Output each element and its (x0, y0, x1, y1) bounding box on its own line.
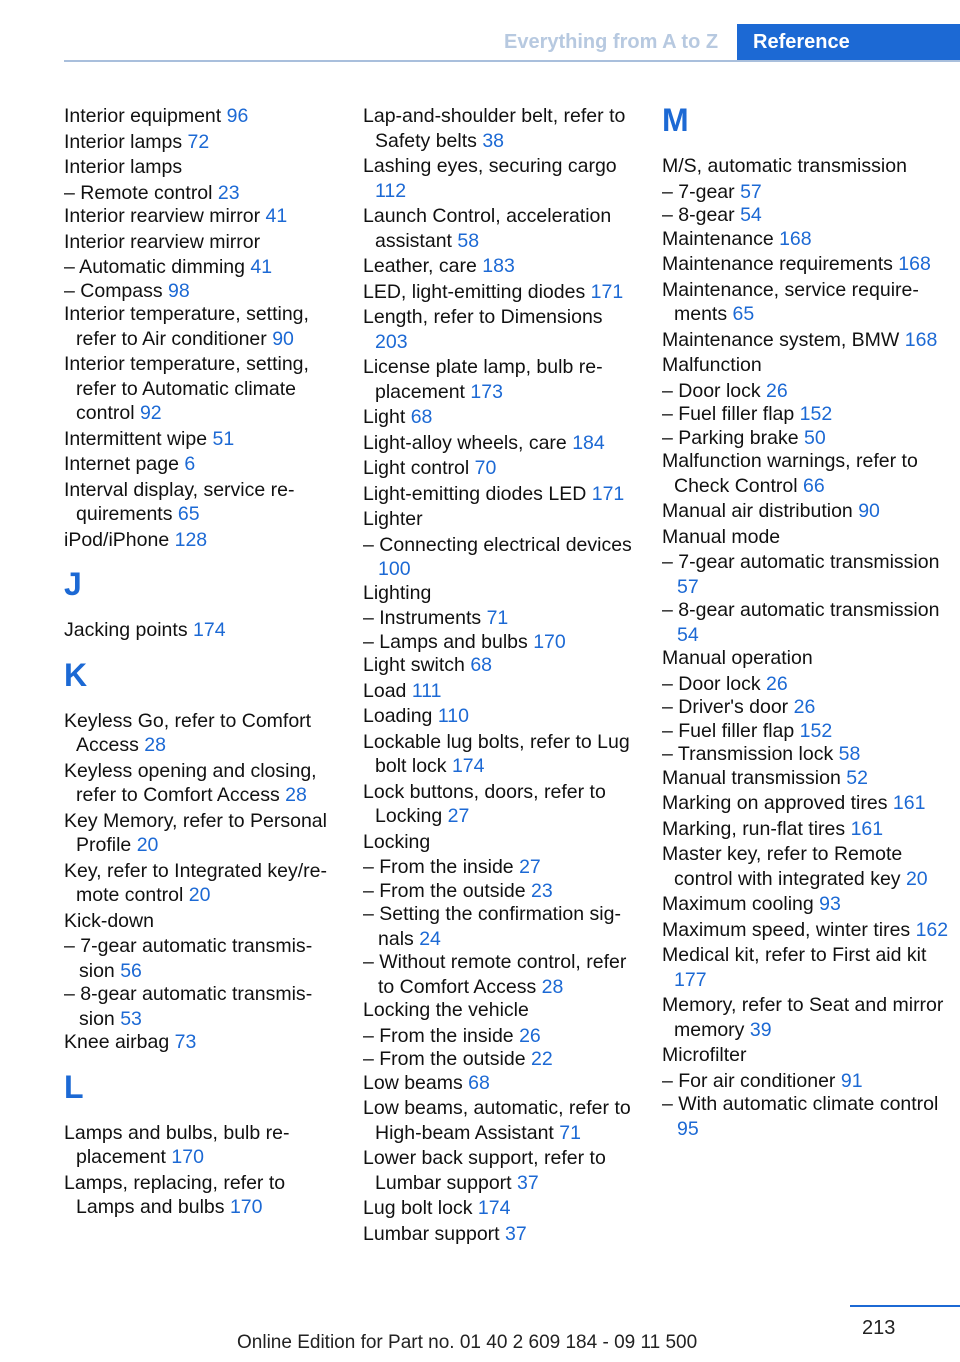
index-term: – Lamps and bulbs (363, 630, 534, 653)
index-entry (363, 104, 639, 153)
index-term: Marking, run-flat tires (662, 817, 851, 840)
page-reference-link[interactable]: 54 (677, 623, 699, 646)
index-entry (363, 1146, 639, 1195)
page-reference-link[interactable]: 37 (505, 1222, 527, 1245)
page-reference-link[interactable]: 177 (674, 968, 707, 991)
index-term: – Compass (64, 279, 169, 302)
index-term: – Remote control (64, 181, 218, 204)
index-term: – Fuel filler flap (662, 719, 800, 742)
index-term: Lap-and-shoulder belt, refer to Safety belts (363, 105, 626, 152)
page-reference-link[interactable]: 170 (229, 1196, 263, 1218)
index-term: Maintenance requirements (662, 253, 899, 275)
index-term: – Instruments (363, 607, 487, 629)
index-entry (64, 204, 339, 229)
page-reference-link[interactable]: 58 (838, 743, 861, 765)
index-entry (64, 1121, 339, 1170)
index-entry (363, 305, 639, 354)
index-column-1 (64, 104, 339, 1221)
page-reference-link[interactable]: 51 (212, 427, 235, 450)
index-entry (363, 355, 639, 404)
index-entry (363, 1196, 639, 1221)
page-reference-link[interactable]: 27 (519, 856, 541, 878)
page-reference-link[interactable]: 20 (136, 834, 159, 856)
index-entry (662, 817, 952, 842)
page-reference-link[interactable]: 28 (285, 784, 307, 806)
index-term: Keyless Go, refer to Comfort Access (64, 709, 312, 756)
index-subentry (64, 982, 339, 1031)
index-entry (363, 254, 639, 279)
section-title: Everything from A to Z (504, 31, 719, 53)
index-term: Interior rearview mirror (64, 230, 261, 253)
page-reference-link[interactable]: 28 (541, 975, 564, 998)
index-letter-heading: J (64, 566, 82, 602)
page-reference-link[interactable]: 92 (139, 402, 162, 424)
page-reference-link[interactable]: 52 (846, 766, 868, 789)
index-term: Key Memory, refer to Personal Profile (64, 809, 327, 856)
index-term: Maximum cooling (662, 893, 820, 915)
page-reference-link[interactable]: 68 (470, 654, 493, 676)
page-reference-link[interactable]: 65 (177, 503, 200, 525)
index-subentry (662, 203, 952, 228)
page-reference-link[interactable]: 57 (740, 180, 762, 203)
index-entry (363, 1222, 639, 1247)
page-reference-link[interactable]: 152 (799, 403, 833, 425)
page-reference-link[interactable]: 66 (802, 474, 825, 497)
index-entry (662, 278, 952, 327)
index-entry (64, 528, 339, 553)
page-reference-link[interactable]: 174 (451, 755, 485, 777)
page-reference-link[interactable]: 170 (533, 630, 566, 653)
page-reference-link[interactable]: 26 (766, 379, 788, 402)
index-term: Maintenance system, BMW (662, 328, 905, 351)
page-reference-link[interactable]: 20 (188, 884, 211, 906)
index-term: Lighting (363, 581, 432, 604)
index-entry (662, 154, 952, 179)
edition-footer: Online Edition for Part no. 01 40 2 609 184 - 09 11 500 (237, 1332, 698, 1353)
page-reference-link[interactable]: 111 (411, 679, 442, 702)
page-reference-link[interactable]: 65 (732, 303, 755, 325)
index-subentry (662, 742, 952, 767)
page-reference-link[interactable]: 168 (779, 227, 812, 250)
index-column-3 (662, 104, 952, 1140)
index-subentry (363, 879, 639, 904)
index-entry (363, 653, 639, 678)
index-subentry (363, 950, 639, 999)
index-entry (363, 431, 639, 456)
index-term: Key, refer to Integrated key/remote control (64, 859, 328, 906)
index-entry (662, 646, 952, 671)
index-term: Interior lamps (64, 156, 183, 178)
index-term: Master key, refer to Remote control with integrated key (662, 843, 906, 890)
page-reference-link[interactable]: 68 (468, 1071, 490, 1094)
index-term: Knee airbag (64, 1031, 175, 1053)
index-term: Light control (363, 457, 475, 479)
page-reference-link[interactable]: 56 (120, 959, 142, 982)
index-entry (363, 730, 639, 779)
page-reference-link[interactable]: 50 (804, 426, 826, 449)
index-entry (363, 998, 639, 1023)
index-entry (363, 507, 639, 532)
index-subentry (363, 606, 639, 631)
index-term: Lower back support, refer to Lumbar support (363, 1147, 606, 1194)
index-term: Keyless opening and closing, refer to Comfort Access (64, 759, 317, 806)
index-term: Locking (363, 830, 431, 853)
page-reference-link[interactable]: 95 (677, 1117, 699, 1140)
index-term: Interior rearview mirror (64, 205, 266, 227)
page-reference-link[interactable]: 6 (184, 453, 196, 475)
index-subentry (662, 402, 952, 427)
index-term: Maintenance, service requirements (662, 278, 919, 325)
index-term: Leather, care (363, 255, 483, 277)
index-entry (64, 130, 339, 155)
index-term: – Driver's door (662, 696, 794, 718)
page-reference-link[interactable]: 93 (819, 893, 841, 915)
page-reference-link[interactable]: 110 (437, 705, 469, 727)
index-entry (64, 427, 339, 452)
index-term: Medical kit, refer to First aid kit (662, 944, 927, 966)
index-entry (64, 1171, 339, 1220)
page-reference-link[interactable]: 26 (793, 696, 816, 718)
footer-divider (850, 1305, 960, 1307)
page-reference-link[interactable]: 91 (840, 1069, 863, 1092)
index-entry (363, 405, 639, 430)
index-term: License plate lamp, bulb replacement (363, 356, 603, 403)
index-term: Interior equipment (64, 105, 227, 127)
page-reference-link[interactable]: 100 (378, 558, 411, 580)
page-reference-link[interactable]: 174 (477, 1197, 511, 1219)
page-reference-link[interactable]: 39 (749, 1018, 772, 1041)
index-entry (662, 993, 952, 1042)
page-reference-link[interactable]: 72 (187, 130, 210, 153)
index-entry (662, 353, 952, 378)
page-reference-link[interactable]: 23 (531, 879, 553, 902)
index-subentry (662, 550, 952, 599)
index-term: – With automatic climate control (662, 1093, 939, 1115)
page-reference-link[interactable]: 53 (120, 1007, 142, 1030)
index-term: Maximum speed, winter tires (662, 918, 916, 941)
index-term: Lock buttons, doors, refer to Locking (363, 780, 606, 827)
index-subentry (662, 719, 952, 744)
index-term: Internet page (64, 453, 185, 475)
index-subentry (64, 181, 339, 206)
page-reference-link[interactable]: 171 (591, 482, 625, 505)
index-subentry (662, 379, 952, 404)
index-subentry (662, 598, 952, 647)
index-entry (662, 892, 952, 917)
index-subentry (662, 1069, 952, 1094)
index-term: – From the outside (363, 879, 531, 902)
index-term: Jacking points (64, 619, 193, 641)
index-term: Length, refer to Dimensions (363, 306, 603, 328)
index-entry (64, 809, 339, 858)
index-term: Low beams, automatic, refer to High-beam Assistant (363, 1097, 631, 1144)
index-term: Light (363, 406, 411, 428)
page-reference-link[interactable]: 96 (226, 105, 249, 127)
index-term: iPod/iPhone (64, 528, 175, 551)
index-entry (64, 909, 339, 934)
index-entry (363, 154, 639, 203)
index-entry (662, 943, 952, 992)
index-entry (662, 227, 952, 252)
index-term: Lamps and bulbs, bulb replacement (64, 1121, 290, 1168)
index-subentry (662, 672, 952, 697)
index-subentry (662, 1092, 952, 1141)
page-reference-link[interactable]: 28 (144, 734, 166, 756)
index-entry (363, 704, 639, 729)
index-subentry (662, 695, 952, 720)
index-term: Manual air distribution (662, 500, 859, 522)
index-entry (363, 1071, 639, 1096)
index-subentry (363, 855, 639, 880)
index-term: Interval display, service requirements (64, 478, 295, 525)
index-term: – Transmission lock (662, 743, 839, 765)
index-term: Load (363, 679, 412, 702)
index-term: – From the inside (363, 856, 520, 878)
index-term: – Parking brake (662, 426, 804, 449)
index-term: – Door lock (662, 379, 767, 402)
index-entry (662, 499, 952, 524)
index-term: Malfunction warnings, refer to Check Control (662, 450, 918, 497)
page-reference-link[interactable]: 203 (375, 330, 408, 353)
index-entry (64, 1030, 339, 1055)
page-header (0, 0, 960, 62)
index-term: Microfilter (662, 1044, 747, 1066)
index-entry (363, 456, 639, 481)
page-reference-link[interactable]: 161 (850, 817, 884, 840)
index-subentry (363, 630, 639, 655)
index-term: Intermittent wipe (64, 427, 213, 450)
index-entry (363, 1096, 639, 1145)
page-reference-link[interactable]: 128 (174, 528, 208, 551)
index-term: Interior temperature, setting, refer to Air conditioner (64, 303, 309, 350)
index-term: – For air conditioner (662, 1069, 841, 1092)
page-reference-link[interactable]: 174 (193, 619, 226, 641)
page-reference-link[interactable]: 41 (250, 256, 273, 278)
index-entry (64, 709, 339, 758)
index-subentry (363, 533, 639, 582)
index-subentry (64, 934, 339, 983)
index-entry (363, 581, 639, 606)
index-term: – 7-gear (662, 180, 741, 203)
index-term: – Door lock (662, 672, 767, 695)
index-letter-heading: K (64, 656, 88, 693)
header-divider (64, 60, 960, 62)
index-entry (363, 830, 639, 855)
page-reference-link[interactable]: 71 (486, 607, 509, 629)
index-entry (64, 859, 339, 908)
index-term: Manual operation (662, 647, 813, 669)
index-entry (662, 525, 952, 550)
index-entry (662, 449, 952, 498)
index-entry (64, 452, 339, 477)
page-reference-link[interactable]: 162 (915, 918, 949, 941)
page-reference-link[interactable]: 24 (419, 927, 441, 950)
index-term: – 8-gear (662, 204, 741, 226)
index-entry (363, 204, 639, 253)
page-reference-link[interactable]: 37 (517, 1171, 539, 1194)
page-reference-link[interactable]: 73 (174, 1031, 197, 1053)
index-entry (662, 918, 952, 943)
index-term: Malfunction (662, 354, 762, 376)
index-term: Lockable lug bolts, refer to Lug bolt lock (363, 730, 630, 777)
page-reference-link[interactable]: 22 (531, 1048, 553, 1070)
index-term: – 8-gear automatic transmission (64, 983, 313, 1030)
index-letter-heading: M (662, 102, 689, 138)
page-reference-link[interactable]: 173 (470, 380, 503, 403)
index-term: Locking the vehicle (363, 999, 529, 1021)
page-reference-link[interactable]: 90 (858, 500, 880, 522)
page-reference-link[interactable]: 98 (168, 279, 190, 302)
index-subentry (662, 426, 952, 451)
page-reference-link[interactable]: 27 (447, 805, 470, 827)
page-reference-link[interactable]: 168 (898, 253, 931, 275)
index-term: Interior lamps (64, 130, 188, 153)
index-entry (662, 791, 952, 816)
index-term: Loading (363, 705, 438, 727)
index-entry (64, 230, 339, 255)
page-reference-link[interactable]: 183 (482, 255, 515, 277)
index-term: – Connecting electrical devices (363, 533, 632, 556)
page-reference-link[interactable]: 170 (171, 1146, 204, 1168)
index-term: – From the inside (363, 1024, 520, 1047)
page-reference-link[interactable]: 57 (677, 575, 699, 598)
index-term: Light switch (363, 654, 471, 676)
index-term: Lumbar support (363, 1222, 505, 1245)
page-number: 213 (862, 1317, 896, 1339)
page-reference-link[interactable]: 168 (904, 328, 938, 351)
index-term: Kick-down (64, 909, 154, 932)
index-term: Lighter (363, 508, 423, 530)
index-entry (363, 482, 639, 507)
index-entry (363, 280, 639, 305)
index-entry (64, 302, 339, 351)
index-term: – Without remote control, refer to Comfort Access (363, 951, 627, 998)
page-reference-link[interactable]: 184 (572, 431, 605, 454)
index-entry (662, 252, 952, 277)
index-term: Maintenance (662, 227, 780, 250)
index-term: Launch Control, acceleration assistant (363, 205, 612, 252)
index-term: – 8-gear automatic transmission (662, 599, 940, 621)
index-entry (64, 104, 339, 129)
page-reference-link[interactable]: 68 (410, 406, 433, 428)
index-term: – Fuel filler flap (662, 403, 800, 425)
index-term: Lug bolt lock (363, 1197, 478, 1219)
index-term: – 7-gear automatic transmission (662, 551, 940, 573)
page-reference-link[interactable]: 41 (265, 205, 288, 227)
page-reference-link[interactable]: 171 (590, 280, 624, 303)
page-reference-link[interactable]: 112 (375, 179, 407, 202)
index-term: Low beams (363, 1071, 469, 1094)
index-term: Lashing eyes, securing cargo (363, 155, 617, 177)
index-entry (64, 478, 339, 527)
index-term: Memory, refer to Seat and mirror memory (662, 994, 944, 1041)
index-entry (662, 328, 952, 353)
page-reference-link[interactable]: 58 (457, 229, 480, 252)
page-reference-link[interactable]: 70 (474, 457, 497, 479)
index-term: Manual mode (662, 525, 781, 548)
index-entry (64, 759, 339, 808)
page-reference-link[interactable]: 90 (272, 327, 294, 350)
index-subentry (363, 902, 639, 951)
index-term: Light-alloy wheels, care (363, 431, 573, 454)
page-reference-link[interactable]: 71 (559, 1121, 581, 1144)
index-subentry (64, 255, 339, 280)
index-entry (363, 780, 639, 829)
index-entry (662, 1043, 952, 1068)
index-term: Lamps, replacing, refer to Lamps and bulbs (64, 1171, 286, 1218)
index-term: – Automatic dimming (64, 256, 251, 278)
index-term: M/S, automatic transmission (662, 155, 907, 177)
index-letter-heading: L (64, 1068, 84, 1105)
page-reference-link[interactable]: 23 (217, 181, 240, 204)
chapter-tab: Reference (737, 24, 960, 62)
index-subentry (363, 1024, 639, 1049)
page-reference-link[interactable]: 20 (905, 867, 928, 890)
page-reference-link[interactable]: 152 (799, 719, 833, 742)
index-entry (64, 352, 339, 426)
index-subentry (662, 180, 952, 205)
index-entry (662, 766, 952, 791)
index-entry (64, 155, 339, 180)
page-reference-link[interactable]: 26 (519, 1024, 541, 1047)
page-reference-link[interactable]: 54 (740, 204, 762, 226)
index-subentry (64, 279, 339, 304)
index-entry (64, 618, 339, 643)
index-term: Interior temperature, setting, refer to Automatic climate control (64, 353, 309, 424)
page-reference-link[interactable]: 38 (482, 129, 505, 152)
index-entry (363, 679, 639, 704)
index-term: – 7-gear automatic transmission (64, 935, 313, 982)
index-term: – From the outside (363, 1048, 531, 1070)
index-term: – Setting the confirmation signals (363, 903, 621, 950)
page-reference-link[interactable]: 26 (766, 672, 788, 695)
index-column-2 (363, 104, 639, 1247)
index-subentry (363, 1047, 639, 1072)
index-term: LED, light-emitting diodes (363, 280, 591, 303)
index-term: Marking on approved tires (662, 792, 893, 814)
index-term: Light-emitting diodes LED (363, 482, 592, 505)
index-entry (662, 842, 952, 891)
index-term: Manual transmission (662, 766, 847, 789)
page-reference-link[interactable]: 161 (892, 792, 926, 814)
